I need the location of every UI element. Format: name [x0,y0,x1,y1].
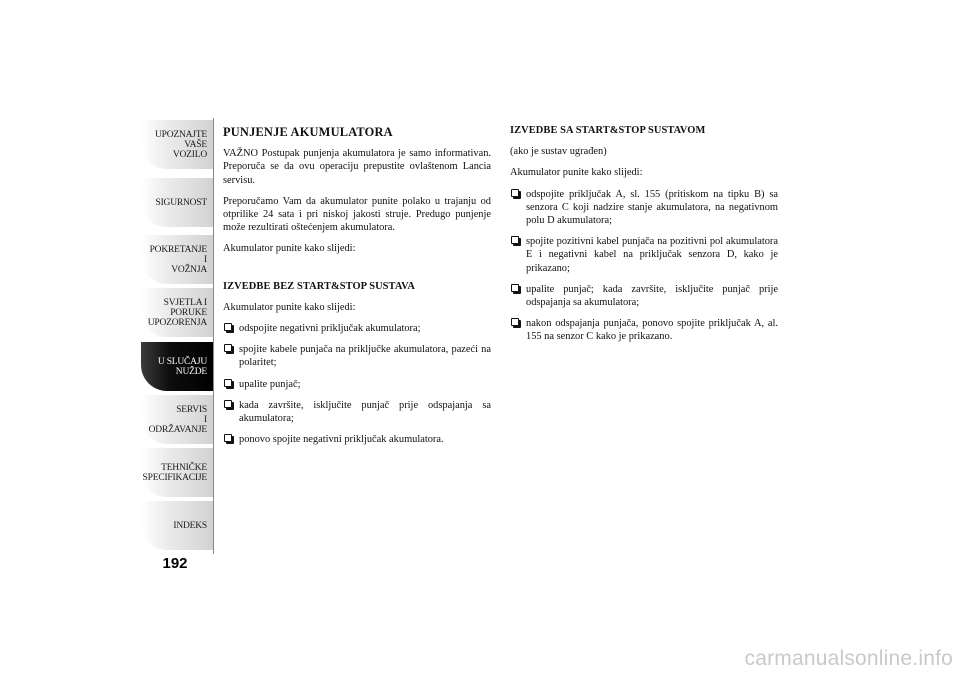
tab-indeks[interactable] [141,501,213,550]
checkbox-bullet-icon [224,400,232,408]
tab-label: TEHNIČKE SPECIFIKACIJE [142,462,207,483]
subsection-title: IZVEDBE BEZ START&STOP SUSTAVA [223,280,415,292]
checkbox-bullet-icon [511,189,519,197]
tab-label: POKRETANJE I VOŽNJA [149,244,207,275]
tab-label: U SLUČAJU NUŽDE [157,356,207,377]
list-item: odspojite negativni priključak akumulatora; [223,322,491,335]
left-column [223,124,491,454]
list-item: nakon odspajanja punjača, ponovo spojite priključak A, al. 155 na senzor C kako je prikazano. [510,317,778,343]
tab-sigurnost[interactable] [141,178,213,227]
checkbox-bullet-icon [224,379,232,387]
checkbox-bullet-icon [511,318,519,326]
list-item: spojite pozitivni kabel punjača na pozitivni pol akumulatora E i negativni kabel na priključak senzora D, kako je prikazano; [510,235,778,275]
instruction-intro: Akumulator punite kako slijedi: [223,243,356,255]
steps-list [510,188,778,344]
list-item: ponovo spojite negativni priključak akumulatora. [223,433,491,446]
system-note: (ako je sustav ugrađen) [510,146,607,158]
checkbox-bullet-icon [224,323,232,331]
steps-intro: Akumulator punite kako slijedi: [223,301,356,313]
chapter-tabs [141,120,215,548]
tab-upoznajte-vase-vozilo[interactable] [141,120,213,169]
tab-svjetla-i-poruke-upozorenja[interactable] [141,288,213,337]
checkbox-bullet-icon [224,344,232,352]
list-item: kada završite, isključite punjač prije odspajanja sa akumulatora; [223,399,491,425]
tab-tehnicke-specifikacije[interactable] [141,448,213,497]
tab-label: SERVIS I ODRŽAVANJE [148,404,207,435]
checkbox-bullet-icon [511,284,519,292]
tab-label: SVJETLA I PORUKE UPOZORENJA [147,297,207,328]
tab-u-slucaju-nuzde[interactable] [141,342,213,391]
watermark: carmanualsonline.info [744,647,953,670]
list-item: spojite kabele punjača na priključke akumulatora, pazeći na polaritet; [223,343,491,369]
tab-label: INDEKS [173,520,207,531]
tab-servis-i-odrzavanje[interactable] [141,395,213,444]
list-item: upalite punjač; kada završite, isključite punjač prije odspajanja sa akumulatora; [510,283,778,309]
list-item: upalite punjač; [223,378,491,391]
right-column [510,124,778,352]
sidebar-divider [213,118,214,554]
recommendation-paragraph: Preporučamo Vam da akumulator punite polako u trajanju od otprilike 24 sata i pri niskoj jakosti struje. Predugo punjenje može rezultirati oštećenjem akumulatora. [223,195,491,234]
steps-list [223,322,491,446]
steps-intro: Akumulator punite kako slijedi: [510,167,643,179]
list-item: odspojite priključak A, sl. 155 (pritiskom na tipku B) sa senzora C koji nadzire stanje akumulatora, na negativnom polu D akumulatora; [510,188,778,228]
tab-label: SIGURNOST [155,197,207,208]
page-number: 192 [162,555,188,572]
tab-label: UPOZNAJTE VAŠE VOZILO [154,129,207,160]
subsection-title: IZVEDBE SA START&STOP SUSTAVOM [510,125,706,136]
tab-pokretanje-i-voznja[interactable] [141,235,213,284]
checkbox-bullet-icon [511,236,519,244]
section-title: PUNJENJE AKUMULATORA [223,125,393,139]
important-paragraph: VAŽNO Postupak punjenja akumulatora je samo informativan. Preporuča se da ovu operaciju prepustite ovlaštenom Lancia servisu. [223,148,491,186]
checkbox-bullet-icon [224,434,232,442]
